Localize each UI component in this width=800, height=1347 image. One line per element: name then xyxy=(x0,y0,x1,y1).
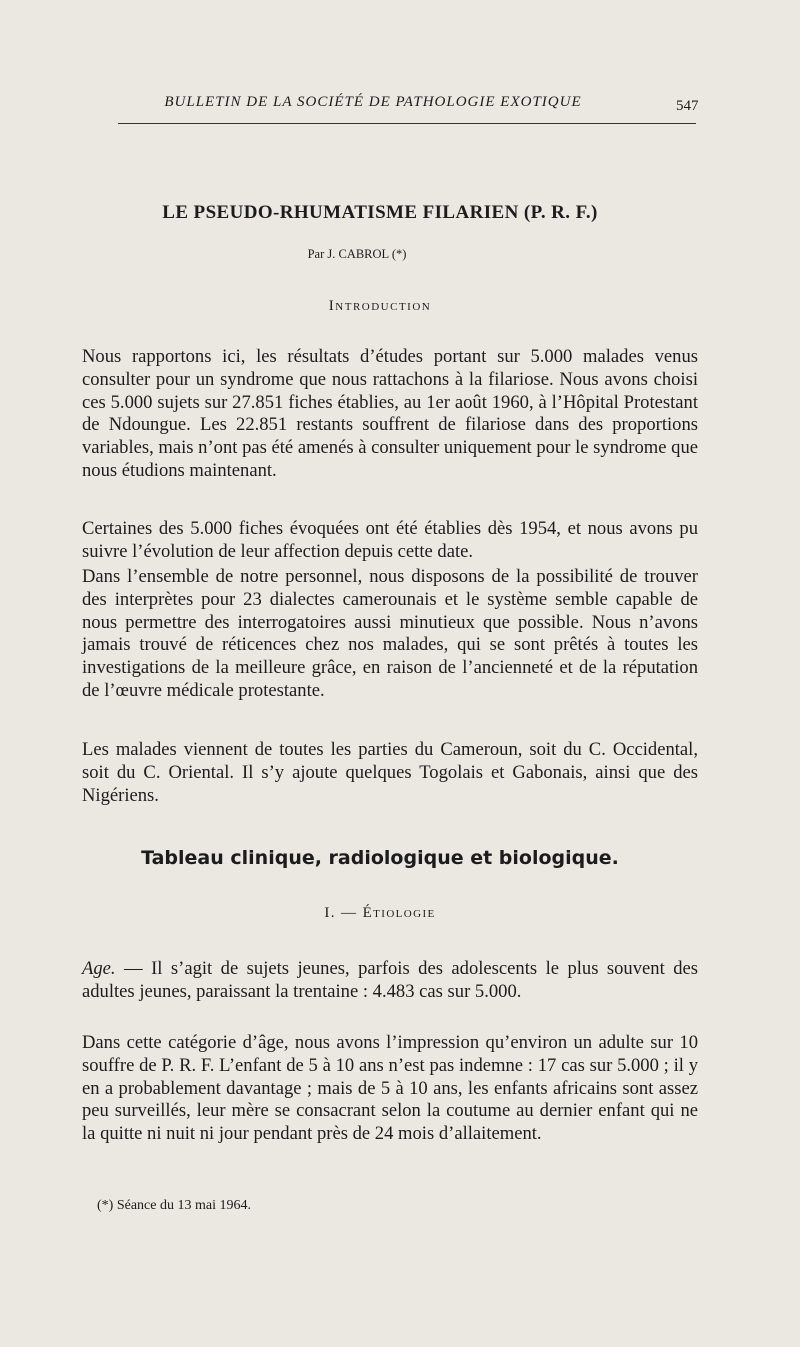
age-paragraph-2 xyxy=(82,1032,698,1146)
subsection-title: Étiologie xyxy=(362,905,436,921)
age-paragraph xyxy=(82,958,698,1004)
subsection-heading xyxy=(0,905,760,922)
intro-paragraph-3 xyxy=(82,566,698,703)
paragraph-text xyxy=(82,958,698,1004)
running-head: BULLETIN DE LA SOCIÉTÉ DE PATHOLOGIE EXOTIQUE xyxy=(164,94,582,110)
age-text: — Il s’agit de sujets jeunes, parfois des adolescents le plus souvent des adultes jeunes, paraissant la trentaine : 4.483 cas sur 5.000. xyxy=(82,958,698,1002)
introduction-heading: Introduction xyxy=(328,298,432,314)
footnote: (*) Séance du 13 mai 1964. xyxy=(97,1198,251,1213)
author-byline: Par J. CABROL (*) xyxy=(307,247,407,261)
intro-paragraph-2 xyxy=(82,518,698,564)
article-title: LE PSEUDO-RHUMATISME FILARIEN (P. R. F.) xyxy=(162,202,598,223)
age-label: Age. xyxy=(82,958,116,979)
intro-paragraph-4 xyxy=(82,739,698,807)
header-rule xyxy=(118,123,696,124)
paragraph-text: Dans cette catégorie d’âge, nous avons l’impression qu’environ un adulte sur 10 souffre de P. R. F. L’enfant de 5 à 10 ans n’est pas indemne : 17 cas sur 5.000 ; il y en a probablement davantage ; mais de 5 à 10 ans, les enfants africains sont assez peu surveillés, leur mère se consacrant selon la coutume au dernier enfant qui ne la quitte ni nuit ni jour pendant près de 24 mois d’allaitement. xyxy=(82,1032,698,1145)
paragraph-text: Dans l’ensemble de notre personnel, nous disposons de la possibilité de trouver des interprètes pour 23 dialectes camerounais et le système semble capable de nous permettre des interrogatoires aussi minutieux que possible. Nous n’avons jamais trouvé de réticences chez nos malades, qui se sont prêtés à toutes les investigations de la meilleure grâce, en raison de l’ancienneté et de la réputation de l’œuvre médicale protestante. xyxy=(82,566,698,701)
paragraph-text: Les malades viennent de toutes les parties du Cameroun, soit du C. Occidental, soit du C. Oriental. Il s’y ajoute quelques Togolais et Gabonais, ainsi que des Nigériens. xyxy=(82,739,698,806)
paragraph-text: Nous rapportons ici, les résultats d’études portant sur 5.000 malades venus consulter pour un syndrome que nous rattachons à la filariose. Nous avons choisi ces 5.000 sujets sur 27.851 fiches établies, au 1er août 1960, à l’Hôpital Protestant de Ndoungue. Les 22.851 restants souffrent de filariose dans des proportions variables, mais n’ont pas été amenés à consulter uniquement pour le syndrome que nous étudions maintenant. xyxy=(82,346,698,481)
subsection-number: I. — xyxy=(324,905,358,921)
intro-paragraph-1 xyxy=(82,346,698,483)
page-number: 547 xyxy=(676,98,699,114)
section-heading: Tableau clinique, radiologique et biologique. xyxy=(141,847,619,869)
paragraph-text: Certaines des 5.000 fiches évoquées ont été établies dès 1954, et nous avons pu suivre l’évolution de leur affection depuis cette date. xyxy=(82,518,698,562)
